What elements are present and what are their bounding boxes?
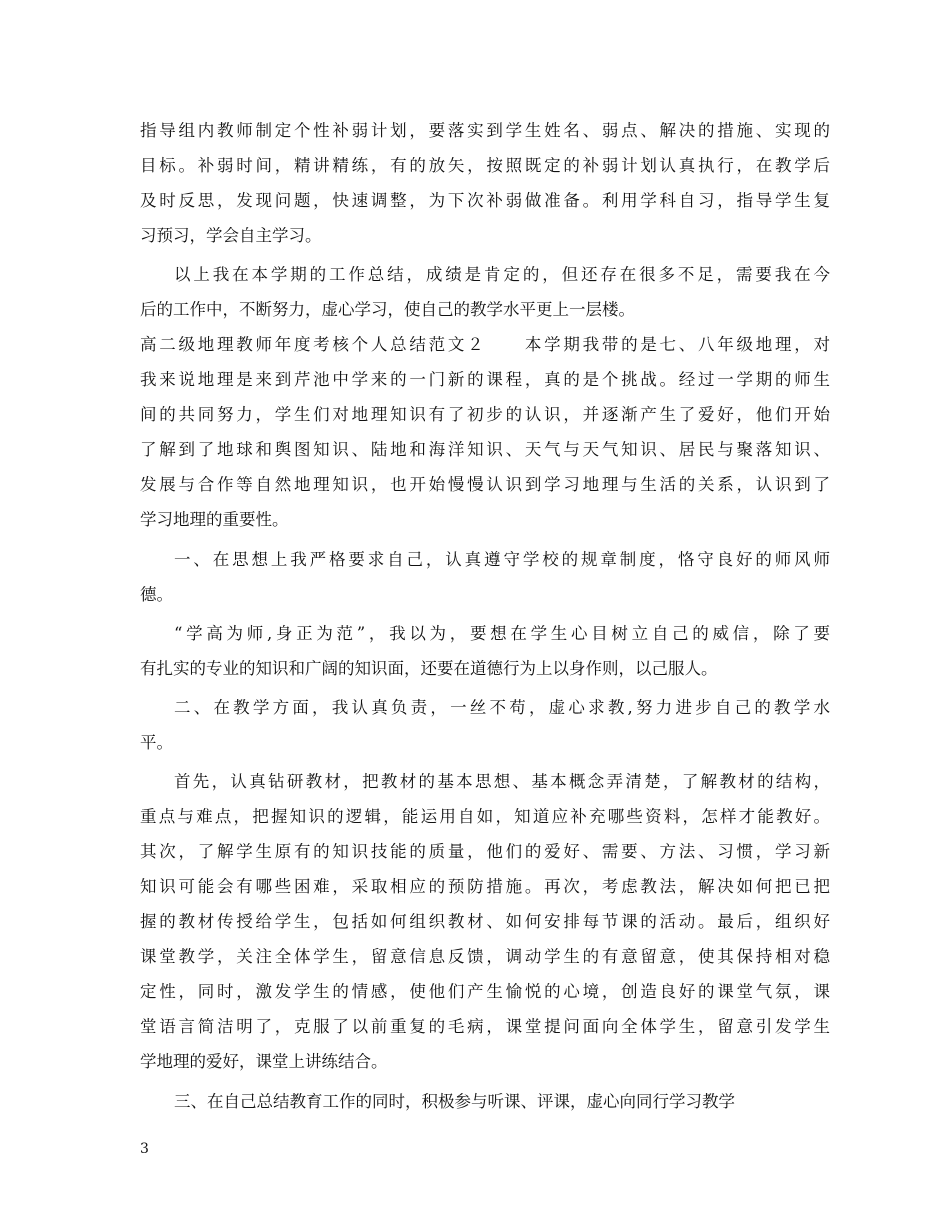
text-line: 目标。补弱时间，精讲精练，有的放矢，按照既定的补弱计划认真执行，在教学后 bbox=[140, 156, 830, 175]
text-line: 平。 bbox=[140, 733, 173, 752]
text-line: 我来说地理是来到芹池中学来的一门新的课程，真的是个挑战。经过一学期的师生 bbox=[140, 370, 830, 389]
text-line: 指导组内教师制定个性补弱计划，要落实到学生姓名、弱点、解决的措施、实现的 bbox=[140, 121, 830, 140]
text-line: 知识可能会有哪些困难，采取相应的预防措施。再次，考虑教法，解决如何把已把 bbox=[140, 877, 830, 896]
text-line: 间的共同努力，学生们对地理知识有了初步的认识，并逐渐产生了爱好，他们开始 bbox=[140, 405, 830, 424]
text-line: 定性，同时，激发学生的情感，使他们产生愉悦的心境，创造良好的课堂气氛，课 bbox=[140, 982, 830, 1001]
text-line: 重点与难点，把握知识的逻辑，能运用自如，知道应补充哪些资料，怎样才能教好。 bbox=[140, 807, 830, 826]
text-line: 一、在思想上我严格要求自己，认真遵守学校的规章制度，恪守良好的师风师 bbox=[174, 550, 830, 569]
text-line: 其次，了解学生原有的知识技能的质量，他们的爱好、需要、方法、习惯，学习新 bbox=[140, 842, 830, 861]
text-line: 了解到了地球和舆图知识、陆地和海洋知识、天气与天气知识、居民与聚落知识、 bbox=[140, 440, 830, 459]
text-line: 及时反思，发现问题，快速调整，为下次补弱做准备。利用学科自习，指导学生复 bbox=[140, 191, 830, 210]
text-line: 课堂教学，关注全体学生，留意信息反馈，调动学生的有意留意，使其保持相对稳 bbox=[140, 947, 830, 966]
text-line: 发展与合作等自然地理知识，也开始慢慢认识到学习地理与生活的关系，认识到了 bbox=[140, 475, 830, 494]
text-line: 首先，认真钻研教材，把教材的基本思想、基本概念弄清楚，了解教材的结构， bbox=[174, 772, 830, 791]
text-line: 高二级地理教师年度考核个人总结范文２ 本学期我带的是七、八年级地理，对 bbox=[140, 335, 830, 354]
text-line: 以上我在本学期的工作总结，成绩是肯定的，但还存在很多不足，需要我在今 bbox=[174, 265, 830, 284]
text-line: 德。 bbox=[140, 585, 173, 604]
text-line: 后的工作中，不断努力，虚心学习，使自己的教学水平更上一层楼。 bbox=[140, 300, 635, 319]
text-line: 学地理的爱好，课堂上讲练结合。 bbox=[140, 1052, 388, 1071]
page-number: 3 bbox=[140, 1141, 149, 1157]
text-line: 二、在教学方面，我认真负责，一丝不苟，虚心求教,努力进步自己的教学水 bbox=[174, 698, 830, 717]
text-line: “学高为师,身正为范”，我以为，要想在学生心目树立自己的威信，除了要 bbox=[174, 624, 830, 643]
text-line: 三、在自己总结教育工作的同时，积极参与听课、评课，虚心向同行学习教学 bbox=[174, 1092, 735, 1111]
text-line: 堂语言简洁明了，克服了以前重复的毛病，课堂提问面向全体学生，留意引发学生 bbox=[140, 1017, 830, 1036]
text-line: 学习地理的重要性。 bbox=[140, 510, 289, 529]
text-line: 习预习，学会自主学习。 bbox=[140, 226, 322, 245]
text-line: 握的教材传授给学生，包括如何组织教材、如何安排每节课的活动。最后，组织好 bbox=[140, 912, 830, 931]
text-line: 有扎实的专业的知识和广阔的知识面，还要在道德行为上以身作则，以己服人。 bbox=[140, 659, 718, 678]
